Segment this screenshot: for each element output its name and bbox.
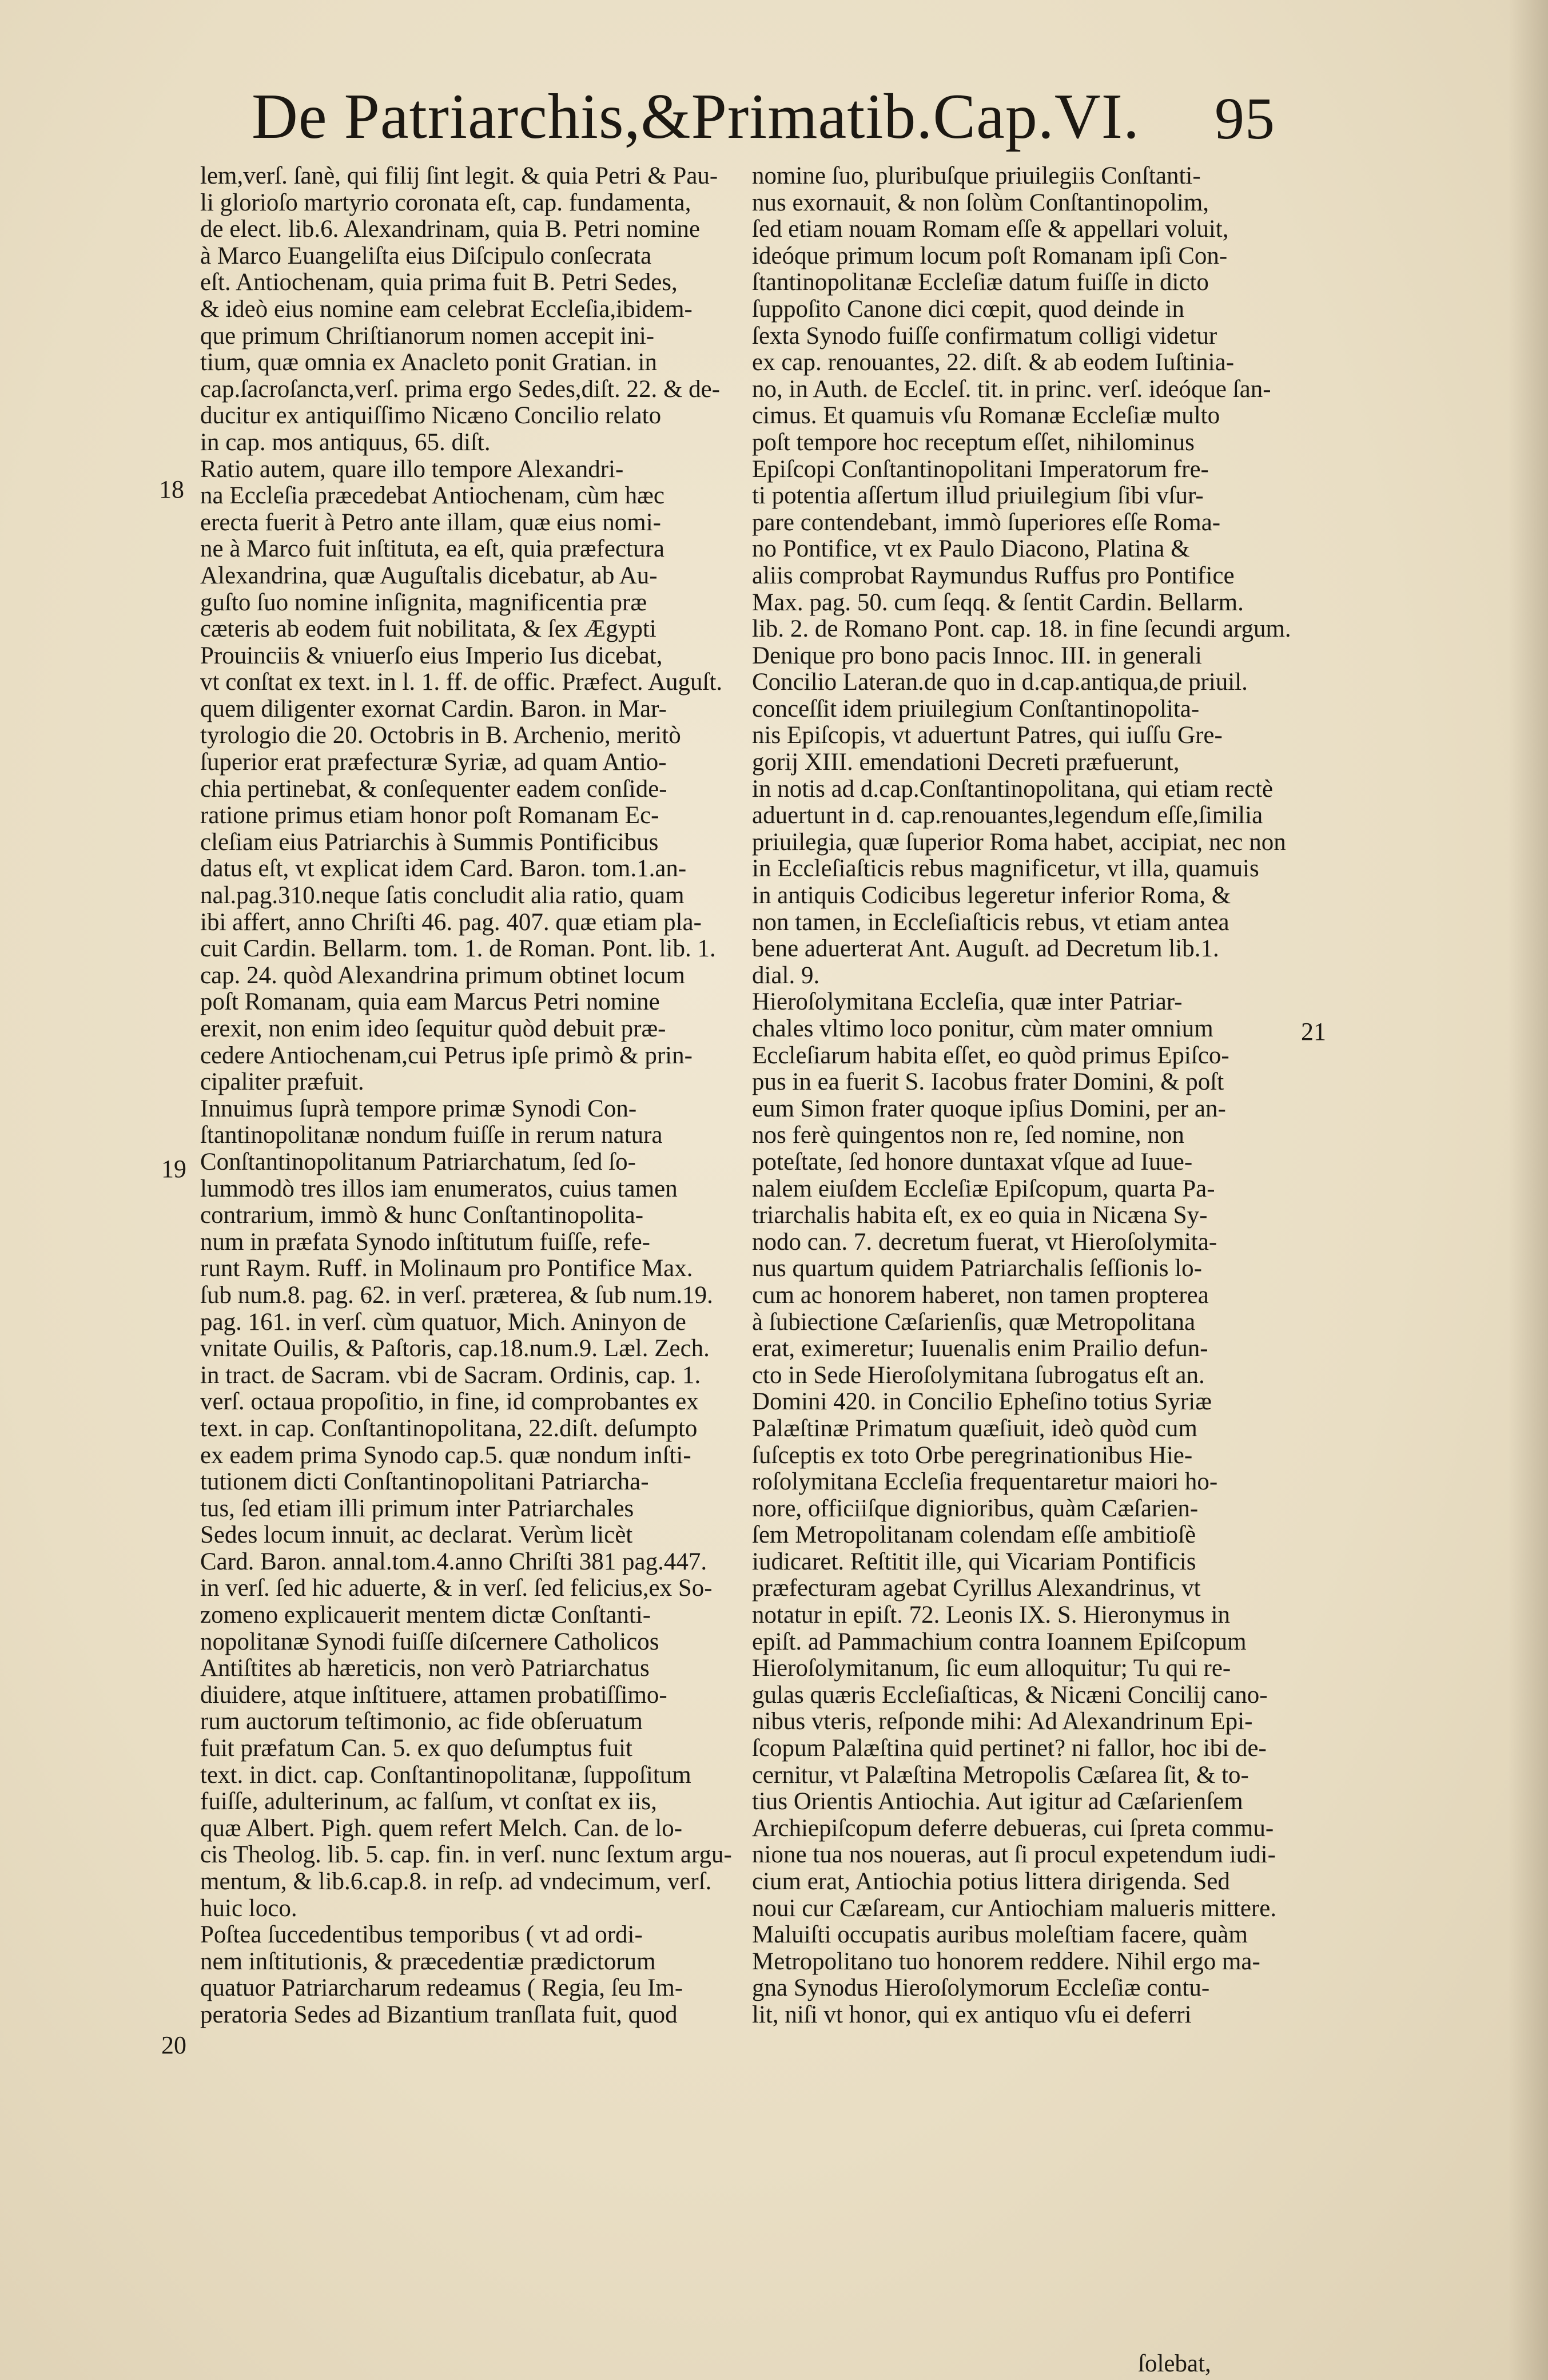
text-line: Denique pro bono pacis Innoc. III. in generali: [752, 642, 1202, 669]
text-line: noui cur Cæſaream, cur Antiochiam malueris mittere.: [752, 1894, 1277, 1922]
text-line: diuidere, atque inſtituere, attamen probatiſſimo-: [200, 1681, 667, 1708]
text-line: dial. 9.: [752, 961, 820, 989]
left-column: [200, 163, 741, 2029]
text-line: cium erat, Antiochia potius littera dirigenda. Sed: [752, 1868, 1230, 1895]
text-line: Maluiſti occupatis auribus moleſtiam facere, quàm: [752, 1921, 1248, 1949]
text-line: nopolitanæ Synodi fuiſſe diſcernere Catholicos: [200, 1628, 659, 1655]
text-line: pare contendebant, immò ſuperiores eſſe Roma-: [752, 508, 1221, 536]
text-line: huic loco.: [200, 1894, 297, 1922]
text-line: cæteris ab eodem fuit nobilitata, & ſex Ægypti: [200, 615, 656, 643]
text-line: ſexta Synodo fuiſſe confirmatum colligi videtur: [752, 322, 1217, 349]
text-line: in Eccleſiaſticis rebus magnificetur, vt illa, quamuis: [752, 855, 1259, 883]
left-column-text: [200, 163, 741, 2029]
text-line: pus in ea fuerit S. Iacobus frater Domini, & poſt: [752, 1068, 1224, 1096]
text-line: aduertunt in d. cap.renouantes,legendum eſſe,ſimilia: [752, 802, 1263, 829]
text-line: na Eccleſia præcedebat Antiochenam, cùm hæc: [200, 482, 664, 510]
text-line: lummodò tres illos iam enumeratos, cuius tamen: [200, 1175, 678, 1202]
text-line: gna Synodus Hieroſolymorum Eccleſiæ contu-: [752, 1974, 1210, 2002]
text-line: nibus vteris, reſponde mihi: Ad Alexandrinum Epi-: [752, 1708, 1253, 1735]
text-line: Epiſcopi Conſtantinopolitani Imperatorum fre-: [752, 455, 1209, 483]
text-line: cimus. Et quamuis vſu Romanæ Eccleſiæ multo: [752, 402, 1220, 430]
text-line: non tamen, in Eccleſiaſticis rebus, vt etiam antea: [752, 908, 1229, 936]
text-line: cipaliter præfuit.: [200, 1068, 364, 1096]
text-line: Antiſtites ab hæreticis, non verò Patriarchatus: [200, 1655, 650, 1682]
text-line: Palæſtinæ Primatum quæſiuit, ideò quòd cum: [752, 1415, 1197, 1442]
text-line: tium, quæ omnia ex Anacleto ponit Gratian. in: [200, 349, 657, 376]
text-line: priuilegia, quæ ſuperior Roma habet, accipiat, nec non: [752, 828, 1286, 856]
paragraph-number-19: 19: [161, 1155, 186, 1183]
text-line: Ratio autem, quare illo tempore Alexandri-: [200, 455, 624, 483]
text-line: lit, niſi vt honor, qui ex antiquo vſu ei deferri: [752, 2001, 1192, 2028]
text-line: in notis ad d.cap.Conſtantinopolitana, qui etiam rectè: [752, 775, 1274, 802]
page-number: 95: [1215, 86, 1275, 152]
text-line: tius Orientis Antiochia. Aut igitur ad Cæſarienſem: [752, 1788, 1243, 1815]
text-line: rum auctorum teſtimonio, ac fide obſeruatum: [200, 1708, 643, 1735]
text-line: contrarium, immò & hunc Conſtantinopolita-: [200, 1202, 644, 1229]
text-line: pag. 161. in verſ. cùm quatuor, Mich. Aninyon de: [200, 1308, 686, 1336]
text-line: quem diligenter exornat Cardin. Baron. in Mar-: [200, 695, 667, 722]
text-line: cis Theolog. lib. 5. cap. fin. in verſ. nunc ſextum argu-: [200, 1841, 732, 1869]
running-head: [252, 80, 1275, 166]
text-line: Max. pag. 50. cum ſeqq. & ſentit Cardin. Bellarm.: [752, 589, 1244, 616]
text-line: datus eſt, vt explicat idem Card. Baron. tom.1.an-: [200, 855, 687, 883]
text-line: conceſſit idem priuilegium Conſtantinopolita-: [752, 695, 1200, 722]
text-line: Sedes locum innuit, ac declarat. Verùm licèt: [200, 1521, 633, 1549]
paragraph-number-18: 18: [159, 475, 184, 503]
text-line: Conſtantinopolitanum Patriarchatum, ſed ſo-: [200, 1148, 636, 1175]
text-line: no, in Auth. de Eccleſ. tit. in princ. verſ. ideóque ſan-: [752, 375, 1271, 403]
text-line: cleſiam eius Patriarchis à Summis Pontificibus: [200, 828, 659, 856]
text-line: erecta fuerit à Petro ante illam, quæ eius nomi-: [200, 508, 661, 536]
text-line: eum Simon frater quoque ipſius Domini, per an-: [752, 1095, 1226, 1122]
text-line: erat, eximeretur; Iuuenalis enim Prailio defun-: [752, 1335, 1208, 1362]
text-line: verſ. octaua propoſitio, in fine, id comprobantes ex: [200, 1388, 699, 1416]
text-line: tyrologio die 20. Octobris in B. Archenio, meritò: [200, 722, 681, 749]
text-line: notatur in epiſt. 72. Leonis IX. S. Hieronymus in: [752, 1602, 1231, 1629]
text-line: iudicaret. Reſtitit ille, qui Vicariam Pontificis: [752, 1548, 1196, 1575]
paragraph-number-21: 21: [1301, 1018, 1326, 1046]
text-line: fuit præfatum Can. 5. ex quo deſumptus fuit: [200, 1735, 632, 1762]
text-line: cap.ſacroſancta,verſ. prima ergo Sedes,diſt. 22. & de-: [200, 375, 721, 403]
text-line: Prouinciis & vniuerſo eius Imperio Ius dicebat,: [200, 642, 663, 669]
text-line: Alexandrina, quæ Auguſtalis dicebatur, ab Au-: [200, 562, 658, 589]
text-line: que primum Chriſtianorum nomen accepit ini-: [200, 322, 655, 349]
page-edge-shadow: [1508, 0, 1548, 2380]
text-line: cernitur, vt Palæſtina Metropolis Cæſarea ſit, & to-: [752, 1761, 1249, 1789]
text-line: nore, officiiſque dignioribus, quàm Cæſarien-: [752, 1495, 1199, 1522]
text-line: text. in dict. cap. Conſtantinopolitanæ, ſuppoſitum: [200, 1761, 691, 1789]
text-line: num in præfata Synodo inſtitutum fuiſſe, refe-: [200, 1228, 650, 1255]
text-line: lem,verſ. ſanè, qui filij ſint legit. & quia Petri & Pau-: [200, 162, 718, 189]
text-line: ſtantinopolitanæ nondum fuiſſe in rerum natura: [200, 1122, 663, 1149]
text-line: gorij XIII. emendationi Decreti præfuerunt,: [752, 749, 1180, 776]
text-line: nus exornauit, & non ſolùm Conſtantinopolim,: [752, 189, 1209, 216]
text-line: Card. Baron. annal.tom.4.anno Chriſti 381 pag.447.: [200, 1548, 707, 1575]
text-line: Hieroſolymitanum, ſic eum alloquitur; Tu qui re-: [752, 1655, 1231, 1682]
page-title: De Patriarchis,&Primatib.Cap.VI.: [252, 81, 1140, 152]
text-line: eſt. Antiochenam, quia prima fuit B. Petri Sedes,: [200, 269, 678, 296]
text-line: in tract. de Sacram. vbi de Sacram. Ordinis, cap. 1.: [200, 1361, 701, 1389]
text-line: ſed etiam nouam Romam eſſe & appellari voluit,: [752, 216, 1229, 243]
text-line: Hieroſolymitana Eccleſia, quæ inter Patriar-: [752, 988, 1183, 1016]
text-line: in cap. mos antiquus, 65. diſt.: [200, 428, 491, 456]
text-line: cap. 24. quòd Alexandrina primum obtinet locum: [200, 961, 685, 989]
text-line: roſolymitana Eccleſia frequentaretur maiori ho-: [752, 1468, 1218, 1496]
text-line: ſtantinopolitanæ Eccleſiæ datum fuiſſe in dicto: [752, 269, 1209, 296]
text-line: ibi affert, anno Chriſti 46. pag. 407. quæ etiam pla-: [200, 908, 702, 936]
text-line: Innuimus ſuprà tempore primæ Synodi Con-: [200, 1095, 637, 1122]
text-line: bene aduerterat Ant. Auguſt. ad Decretum lib.1.: [752, 935, 1219, 963]
text-line: nal.pag.310.neque ſatis concludit alia ratio, quam: [200, 882, 685, 909]
text-line: li glorioſo martyrio coronata eſt, cap. fundamenta,: [200, 189, 691, 216]
text-line: ratione primus etiam honor poſt Romanam Ec-: [200, 802, 659, 829]
right-column: [752, 163, 1292, 2029]
text-line: poteſtate, ſed honore duntaxat vſque ad Iuue-: [752, 1148, 1193, 1175]
text-line: chales vltimo loco ponitur, cùm mater omnium: [752, 1015, 1213, 1042]
text-line: ne à Marco fuit inſtituta, ea eſt, quia præfectura: [200, 535, 664, 563]
text-line: & ideò eius nomine eam celebrat Eccleſia,ibidem-: [200, 295, 693, 323]
text-line: nomine ſuo, pluribuſque priuilegiis Conſtanti-: [752, 162, 1201, 189]
text-line: ſuſceptis ex toto Orbe peregrinationibus Hie-: [752, 1441, 1193, 1469]
text-line: Domini 420. in Concilio Epheſino totius Syriæ: [752, 1388, 1212, 1416]
text-line: ſuperior erat præfecturæ Syriæ, ad quam Antio-: [200, 749, 667, 776]
text-line: nos ferè quingentos non re, ſed nomine, non: [752, 1122, 1184, 1149]
text-line: nus quartum quidem Patriarchalis ſeſſionis lo-: [752, 1255, 1202, 1282]
text-line: ſuppoſito Canone dici cœpit, quod deinde in: [752, 295, 1184, 323]
text-line: Poſtea ſuccedentibus temporibus ( vt ad ordi-: [200, 1921, 643, 1949]
text-line: vnitate Ouilis, & Paſtoris, cap.18.num.9. Læl. Zech.: [200, 1335, 710, 1362]
text-line: fuiſſe, adulterinum, ac falſum, vt conſtat ex iis,: [200, 1788, 657, 1815]
text-line: cuit Cardin. Bellarm. tom. 1. de Roman. Pont. lib. 1.: [200, 935, 716, 963]
text-line: guſto ſuo nomine inſignita, magnificentia præ: [200, 589, 647, 616]
text-line: vt conſtat ex text. in l. 1. ff. de offic. Præfect. Auguſt.: [200, 669, 723, 696]
right-column-text: [752, 163, 1292, 2029]
text-line: text. in cap. Conſtantinopolitana, 22.diſt. deſumpto: [200, 1415, 698, 1442]
text-line: Metropolitano tuo honorem reddere. Nihil ergo ma-: [752, 1948, 1260, 1975]
text-line: ti potentia aſſertum illud priuilegium ſibi vſur-: [752, 482, 1204, 510]
text-line: runt Raym. Ruff. in Molinaum pro Pontifice Max.: [200, 1255, 693, 1282]
paragraph-number-20: 20: [161, 2031, 186, 2059]
text-line: ſub num.8. pag. 62. in verſ. præterea, & ſub num.19.: [200, 1281, 713, 1309]
text-line: à Marco Euangeliſta eius Diſcipulo conſecrata: [200, 242, 652, 269]
text-line: erexit, non enim ideo ſequitur quòd debuit præ-: [200, 1015, 666, 1042]
text-line: quatuor Patriarcharum redeamus ( Regia, ſeu Im-: [200, 1974, 683, 2002]
text-line: ſcopum Palæſtina quid pertinet? ni fallor, hoc ibi de-: [752, 1735, 1267, 1762]
text-line: in antiquis Codicibus legeretur inferior Roma, &: [752, 882, 1231, 909]
text-line: cedere Antiochenam,cui Petrus ipſe primò & prin-: [200, 1042, 693, 1069]
text-line: ex eadem prima Synodo cap.5. quæ nondum inſti-: [200, 1441, 691, 1469]
text-line: tutionem dicti Conſtantinopolitani Patriarcha-: [200, 1468, 649, 1496]
text-line: poſt tempore hoc receptum eſſet, nihilominus: [752, 428, 1195, 456]
catchword: ſolebat,: [1138, 2350, 1211, 2377]
text-line: gulas quæris Eccleſiaſticas, & Nicæni Concilij cano-: [752, 1681, 1268, 1708]
text-line: ſem Metropolitanam colendam eſſe ambitioſè: [752, 1521, 1196, 1549]
text-line: Archiepiſcopum deferre debueras, cui ſpreta commu-: [752, 1814, 1274, 1842]
text-line: aliis comprobat Raymundus Ruffus pro Pontifice: [752, 562, 1235, 589]
text-line: mentum, & lib.6.cap.8. in reſp. ad vndecimum, verſ.: [200, 1868, 712, 1895]
text-line: nis Epiſcopis, vt aduertunt Patres, qui iuſſu Gre-: [752, 722, 1223, 749]
text-line: de elect. lib.6. Alexandrinam, quia B. Petri nomine: [200, 216, 701, 243]
text-line: Concilio Lateran.de quo in d.cap.antiqua,de priuil.: [752, 669, 1248, 696]
text-line: lib. 2. de Romano Pont. cap. 18. in fine ſecundi argum.: [752, 615, 1291, 643]
text-line: zomeno explicauerit mentem dictæ Conſtanti-: [200, 1602, 651, 1629]
text-line: nodo can. 7. decretum fuerat, vt Hieroſolymita-: [752, 1228, 1217, 1255]
text-line: Eccleſiarum habita eſſet, eo quòd primus Epiſco-: [752, 1042, 1229, 1069]
text-line: præfecturam agebat Cyrillus Alexandrinus, vt: [752, 1575, 1201, 1602]
text-line: quæ Albert. Pigh. quem refert Melch. Can. de lo-: [200, 1814, 683, 1842]
text-line: tus, ſed etiam illi primum inter Patriarchales: [200, 1495, 634, 1522]
text-line: peratoria Sedes ad Bizantium tranſlata fuit, quod: [200, 2001, 678, 2028]
text-line: cum ac honorem haberet, non tamen propterea: [752, 1281, 1209, 1309]
text-line: chia pertinebat, & conſequenter eadem conſide-: [200, 775, 667, 802]
text-line: cto in Sede Hieroſolymitana ſubrogatus eſt an.: [752, 1361, 1205, 1389]
text-line: ducitur ex antiquiſſimo Nicæno Concilio relato: [200, 402, 662, 430]
text-line: no Pontifice, vt ex Paulo Diacono, Platina &: [752, 535, 1190, 563]
text-line: à ſubiectione Cæſarienſis, quæ Metropolitana: [752, 1308, 1196, 1336]
text-line: poſt Romanam, quia eam Marcus Petri nomine: [200, 988, 660, 1016]
text-line: nem inſtitutionis, & præcedentiæ prædictorum: [200, 1948, 656, 1975]
text-line: triarchalis habita eſt, ex eo quia in Nicæna Sy-: [752, 1202, 1208, 1229]
text-line: ideóque primum locum poſt Romanam ipſi Con-: [752, 242, 1228, 269]
text-line: nione tua nos noueras, aut ſi procul expetendum iudi-: [752, 1841, 1276, 1869]
text-line: nalem eiuſdem Eccleſiæ Epiſcopum, quarta Pa-: [752, 1175, 1215, 1202]
text-line: epiſt. ad Pammachium contra Ioannem Epiſcopum: [752, 1628, 1247, 1655]
text-line: in verſ. ſed hic aduerte, & in verſ. ſed felicius,ex So-: [200, 1575, 713, 1602]
text-line: ex cap. renouantes, 22. diſt. & ab eodem Iuſtinia-: [752, 349, 1235, 376]
